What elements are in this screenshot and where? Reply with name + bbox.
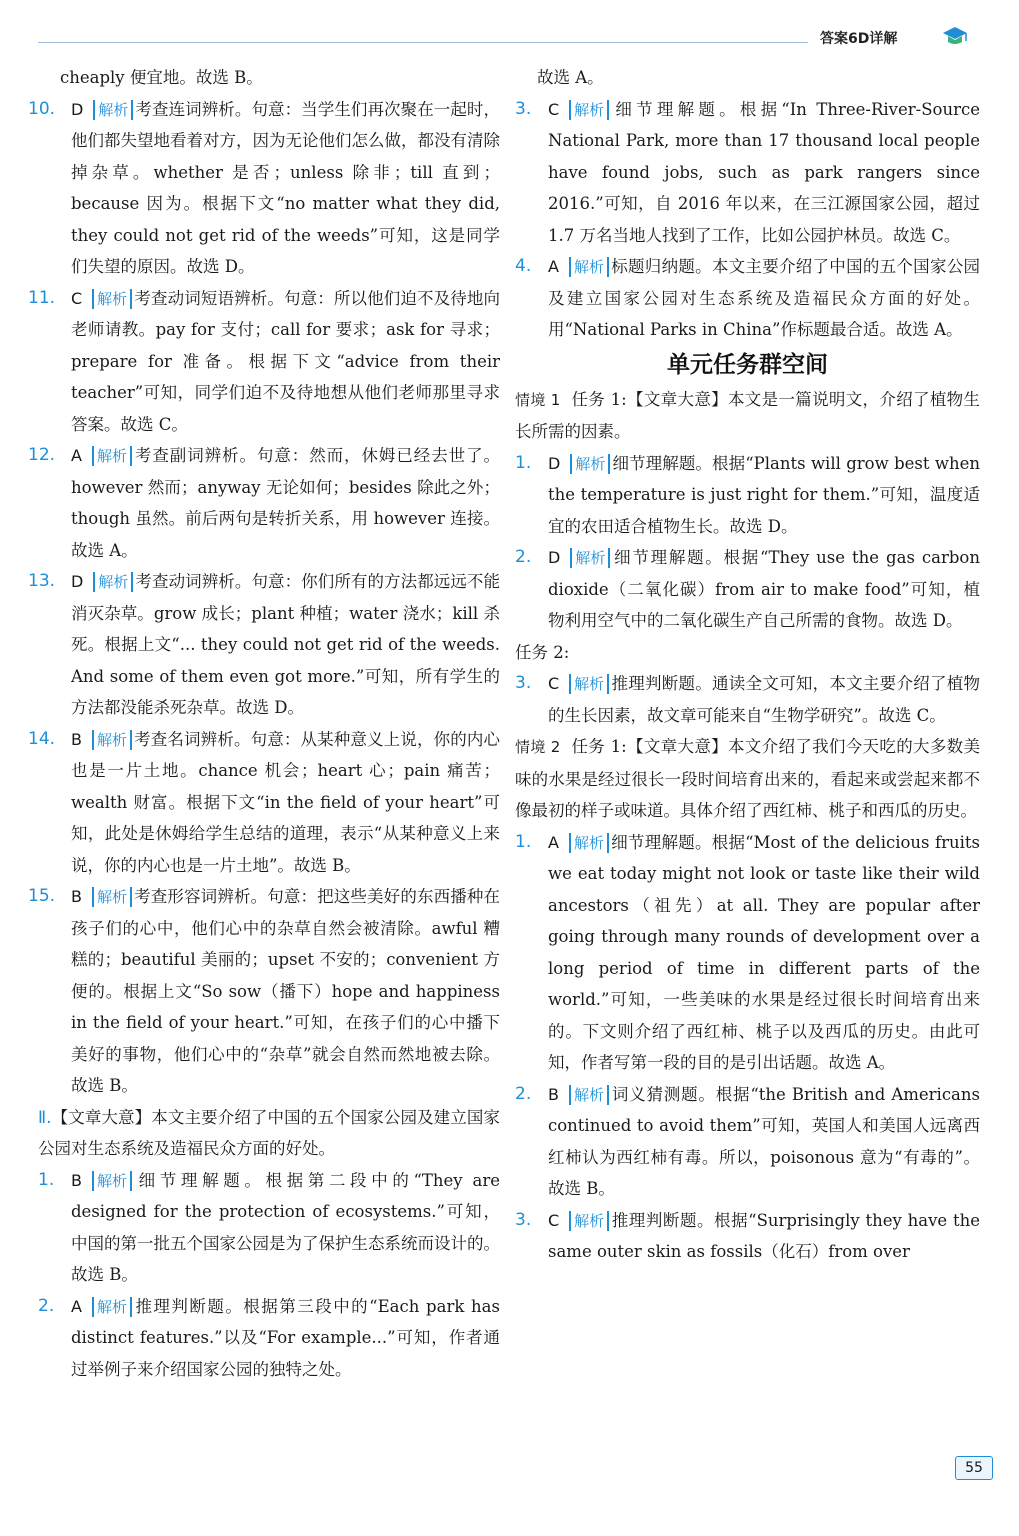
answer-item-s3 — [515, 94, 980, 252]
section-title: 单元任务群空间 — [667, 351, 828, 378]
item-number: 2. — [515, 547, 532, 567]
page-number: 55 — [955, 1456, 993, 1480]
item-number: 3. — [515, 98, 532, 119]
analysis-tag: 解析 — [570, 454, 610, 474]
analysis-text: 细节理解题。根据“Most of the delicious fruits we eat today might not look or taste like their wild ancestors（祖先）at all. They are popular after going through many rounds of development over a long period of time in different parts of the world.”可知，一些美味的水果是经过很长时间培育出来的。下文则介绍了西红柿、桃子以及西瓜的历史。由此可知，作者写第一段的目的是引出话题。故选 A。 — [548, 832, 980, 1072]
analysis-text: 考查形容词辨析。句意：把这些美好的东西播种在孩子们的心中，他们心中的杂草自然会被清除。awful 糟糕的；beautiful 美丽的；upset 不安的；convenient 方便的。根据上文“So sow（播下）hope and happiness in the field of your heart.”可知，在孩子们的心中播下美好的事物，他们心中的“杂草”就会自然而然地被去除。故选 B。 — [71, 887, 500, 1095]
mortarboard-icon — [942, 24, 968, 48]
item-number: 2. — [515, 1083, 532, 1104]
answer-letter: C — [71, 288, 83, 308]
answer-item-15 — [28, 881, 500, 1102]
answer-item-t1 — [515, 448, 980, 543]
item-number: 1. — [38, 1169, 55, 1190]
analysis-tag: 解析 — [569, 833, 609, 853]
item-number: 12. — [28, 445, 56, 465]
section-2-summary — [38, 1102, 500, 1165]
section-number: Ⅱ. — [38, 1107, 52, 1127]
answer-item-s2 — [38, 1291, 500, 1386]
header-brand: 答案6D详解 — [820, 31, 898, 47]
answer-letter: A — [548, 832, 559, 852]
situation-1 — [515, 384, 980, 448]
item-number: 13. — [28, 571, 56, 591]
answer-letter: B — [71, 1170, 82, 1190]
analysis-text: 推理判断题。根据“Surprisingly they have the same outer skin as fossils（化石）from over — [548, 1210, 980, 1261]
item-number: 2. — [38, 1295, 55, 1316]
analysis-tag: 解析 — [93, 100, 133, 120]
analysis-text: 细节理解题。根据“Plants will grow best when the temperature is just right for them.”可知，温度适宜的农田适合植物生长。故选 D。 — [548, 453, 980, 536]
analysis-tag: 解析 — [92, 1171, 132, 1191]
task-2-label: 任务 2: — [515, 642, 570, 662]
answer-item-t2 — [515, 542, 980, 637]
analysis-tag: 解析 — [92, 1297, 132, 1317]
answer-item-t3 — [515, 668, 980, 731]
analysis-tag: 解析 — [92, 446, 132, 466]
answer-letter: B — [71, 729, 82, 749]
answer-letter: A — [548, 257, 559, 276]
analysis-text: 考查名词辨析。句意：从某种意义上说，你的内心也是一片土地。chance 机会；heart 心；pain 痛苦；wealth 财富。根据下文“in the field of your heart”可知，此处是休姆给学生总结的道理，表示“从某种意义上来说，你的内心也是一片土地”。故选 B。 — [71, 729, 500, 875]
item-number: 3. — [515, 673, 532, 693]
answer-item-10 — [28, 94, 500, 283]
answer-item-u1 — [515, 827, 980, 1079]
analysis-text: 细节理解题。根据“They use the gas carbon dioxide（二氧化碳）from air to make food”可知，植物利用空气中的二氧化碳生产自己所需的食物。故选 D。 — [548, 548, 980, 630]
analysis-tag: 解析 — [570, 548, 610, 568]
answer-item-13 — [28, 566, 500, 724]
analysis-text: 考查连词辨析。句意：当学生们再次聚在一起时，他们都失望地看着对方，因为无论他们怎么做，都没有清除掉杂草。whether 是否；unless 除非；till 直到；because 因为。根据下文“no matter what they did, they could not get rid of the weeds”可知，这是同学们失望的原因。故选 D。 — [71, 99, 500, 276]
analysis-tag: 解析 — [569, 100, 609, 120]
header-rule — [38, 42, 808, 43]
answer-item-u3 — [515, 1205, 980, 1268]
item-number: 10. — [28, 98, 56, 119]
situation-text: 任务 1:【文章大意】本文介绍了我们今天吃的大多数美味的水果是经过很长一段时间培育出来的，看起来或尝起来都不像最初的样子或味道。具体介绍了西红柿、桃子和西瓜的历史。 — [515, 737, 980, 820]
analysis-text: 细节理解题。根据“In Three-River-Source National Park, more than 17 thousand local people have found jobs, such as park rangers since 2016.”可知，自 2016 年以来，在三江源国家公园，超过 1.7 万名当地人找到了工作，比如公园护林员。故选 C。 — [548, 99, 980, 245]
continued-paragraph: 故选 A。 — [537, 68, 604, 87]
answer-letter: D — [548, 548, 561, 567]
answer-letter: A — [71, 1296, 82, 1316]
answer-letter: C — [548, 674, 560, 693]
analysis-tag: 解析 — [569, 1085, 609, 1105]
analysis-tag: 解析 — [93, 572, 133, 592]
summary-text: 【文章大意】本文主要介绍了中国的五个国家公园及建立国家公园对生态系统及造福民众方面的好处。 — [38, 1107, 500, 1158]
item-number: 14. — [28, 728, 56, 749]
answer-letter: D — [548, 453, 561, 473]
item-number: 15. — [28, 886, 56, 906]
analysis-tag: 解析 — [92, 887, 132, 907]
answer-letter: A — [71, 446, 82, 465]
answer-letter: B — [548, 1084, 559, 1104]
analysis-text: 细节理解题。根据第二段中的“They are designed for the protection of ecosystems.”可知，中国的第一批五个国家公园是为了保护生态系统而设计的。故选 B。 — [71, 1170, 500, 1284]
answer-item-14 — [28, 724, 500, 882]
analysis-text: 标题归纳题。本文主要介绍了中国的五个国家公园及建立国家公园对生态系统及造福民众方面的好处。用“National Parks in China”作标题最合适。故选 A。 — [548, 257, 980, 339]
answer-letter: D — [71, 99, 84, 119]
answer-item-11 — [28, 283, 500, 441]
item-number: 1. — [515, 831, 532, 852]
continued-paragraph: cheaply 便宜地。故选 B。 — [60, 68, 263, 87]
answer-item-u2 — [515, 1079, 980, 1205]
answer-letter: C — [548, 99, 560, 119]
analysis-text: 考查动词辨析。句意：你们所有的方法都远远不能消灭杂草。grow 成长；plant 种植；water 浇水；kill 杀死。根据上文“... they could not get rid of the weeds. And some of them even got more.”可知，所有学生的方法都没能杀死杂草。故选 D。 — [71, 572, 500, 717]
analysis-text: 考查副词辨析。句意：然而，休姆已经去世了。however 然而；anyway 无论如何；besides 除此之外；though 虽然。前后两句是转折关系，用 however 连接。故选 A。 — [71, 446, 500, 560]
analysis-tag: 解析 — [569, 1211, 609, 1231]
analysis-text: 推理判断题。通读全文可知，本文主要介绍了植物的生长因素，故文章可能来自“生物学研究”。故选 C。 — [548, 674, 980, 725]
item-number: 3. — [515, 1209, 532, 1230]
analysis-tag: 解析 — [569, 257, 609, 277]
analysis-text: 词义猜测题。根据“the British and Americans continued to avoid them”可知，英国人和美国人远离西红柿认为西红柿有毒。所以，poisonous 意为“有毒的”。故选 B。 — [548, 1084, 980, 1198]
page-header — [0, 0, 1019, 56]
analysis-text: 考查动词短语辨析。句意：所以他们迫不及待地向老师请教。pay for 支付；call for 要求；ask for 寻求；prepare for 准备。根据下文“advice from their teacher”可知，同学们迫不及待地想从他们老师那里寻求答案。故选 C。 — [71, 288, 500, 434]
analysis-tag: 解析 — [92, 730, 132, 750]
item-number: 4. — [515, 256, 532, 276]
answer-item-s1 — [38, 1165, 500, 1291]
left-column — [28, 62, 500, 1385]
right-column — [515, 62, 980, 1268]
analysis-tag: 解析 — [92, 289, 132, 309]
situation-label: 情境 2 — [515, 738, 561, 756]
item-number: 11. — [28, 287, 56, 308]
answer-letter: C — [548, 1210, 560, 1230]
situation-label: 情境 1 — [515, 390, 561, 409]
answer-item-s4 — [515, 251, 980, 346]
answer-item-12 — [28, 440, 500, 566]
analysis-tag: 解析 — [569, 674, 609, 694]
situation-2 — [515, 731, 980, 827]
answer-letter: B — [71, 887, 82, 906]
situation-text: 任务 1:【文章大意】本文是一篇说明文，介绍了植物生长所需的因素。 — [515, 389, 980, 441]
analysis-text: 推理判断题。根据第三段中的“Each park has distinct features.”以及“For example...”可知，作者通过举例子来介绍国家公园的独特之处。 — [71, 1296, 500, 1379]
item-number: 1. — [515, 452, 532, 473]
answer-letter: D — [71, 572, 84, 591]
